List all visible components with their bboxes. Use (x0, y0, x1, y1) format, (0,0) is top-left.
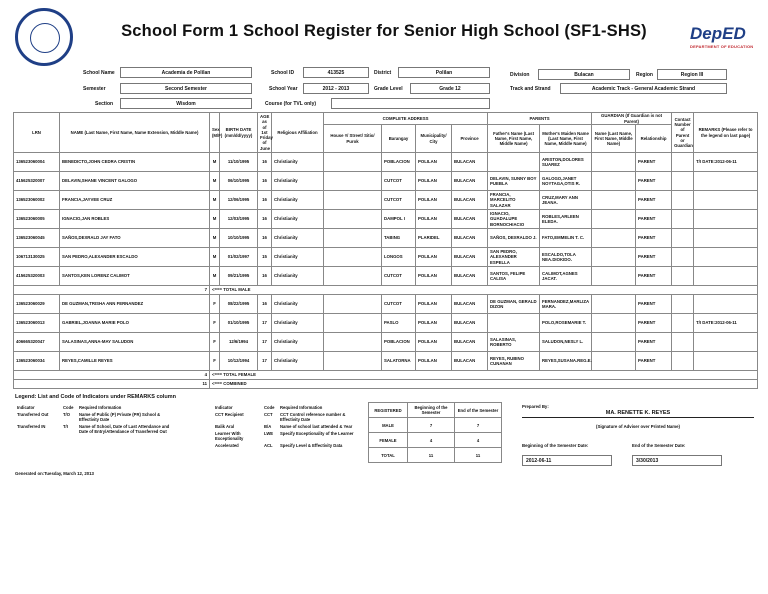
legend-indicator: Transferred Out (17, 412, 49, 417)
semester-field: Second Semester (120, 83, 252, 94)
cell-rel: PARENT (636, 191, 672, 210)
cell-father: REYES, RUBINO CUNANAN (488, 352, 540, 371)
cell-rel: PARENT (636, 172, 672, 191)
cell-name: REYES,CAMILLE REYES (60, 352, 210, 371)
stats-begin-value: 4 (408, 433, 455, 448)
cell-name: DELAVIN,SHANE VINCENT GALOGO (60, 172, 210, 191)
cell-remarks (694, 229, 758, 248)
legend-code: B/A (264, 424, 272, 429)
cell-prov: BULACAN (452, 172, 488, 191)
register-table (13, 112, 758, 389)
cell-remarks (694, 210, 758, 229)
region-label: Region (636, 72, 653, 78)
col-guardian: GUARDIAN (If Guardian is not Parent) (592, 113, 672, 125)
cell-house (324, 314, 382, 333)
student-row (14, 172, 758, 191)
cell-muni: POLILAN (416, 210, 452, 229)
cell-mother: ESCALDO,TOLA NEA.DIOKIDO. (540, 248, 592, 267)
student-row (14, 153, 758, 172)
cell-mother: CALIMOT,AGNES JACAT. (540, 267, 592, 286)
cell-lrn: 136523060005 (14, 210, 60, 229)
cell-father: SAÑOS, DEXRALDO J. (488, 229, 540, 248)
cell-sex: F (210, 333, 220, 352)
legend-head-code: Code (264, 405, 275, 410)
cell-barangay: TABING (382, 229, 416, 248)
semester-begin-label: Beginning of the Semester Date: (522, 443, 589, 448)
division-field: Bulacan (538, 69, 630, 80)
col-mother: Mother's Maiden Name (Last Name, First Name, Middle Name) (540, 125, 592, 153)
school-year-field: 2012 - 2013 (303, 83, 369, 94)
cell-birth: 10/10/1995 (220, 229, 258, 248)
cell-father: DELAVIN, SUNNY BOY PUEBLA (488, 172, 540, 191)
legend-head-required: Required Information (79, 405, 122, 410)
total-row (14, 371, 758, 380)
cell-birth: 01/02/1997 (220, 248, 258, 267)
cell-father: IGNACIO, GUADALUPE BORNOCHIACIO (488, 210, 540, 229)
school-name-field: Academia de Polilan (120, 67, 252, 78)
cell-sex: F (210, 352, 220, 371)
cell-birth: 01/10/1995 (220, 314, 258, 333)
cell-barangay: LONGOS (382, 248, 416, 267)
cell-birth: 09/21/1995 (220, 267, 258, 286)
cell-rel: PARENT (636, 153, 672, 172)
cell-lrn: 415625320007 (14, 172, 60, 191)
cell-remarks (694, 267, 758, 286)
cell-contact (672, 172, 694, 191)
cell-barangay: POBLACION (382, 333, 416, 352)
cell-guardian (592, 153, 636, 172)
cell-house (324, 248, 382, 267)
cell-mother: ARISTON,DOLORES SUAREZ (540, 153, 592, 172)
total-count: 7 (14, 286, 210, 295)
cell-barangay: CUTCOT (382, 295, 416, 314)
cell-barangay: CUTCOT (382, 267, 416, 286)
cell-sex: F (210, 314, 220, 333)
col-religion: Religious Affiliation (272, 113, 324, 153)
cell-guardian (592, 210, 636, 229)
cell-remarks (694, 295, 758, 314)
prepared-by-label: Prepared By: (522, 404, 549, 409)
legend-head-required: Required Information (280, 405, 323, 410)
cell-guardian (592, 267, 636, 286)
legend-head-code: Code (63, 405, 74, 410)
cell-lrn: 106713130025 (14, 248, 60, 267)
course-label: Course (for TVL only) (265, 101, 317, 107)
col-sex: Sex (M/F) (210, 113, 220, 153)
cell-mother: REYES,SUSANA.REG.E. (540, 352, 592, 371)
cell-age: 16 (258, 153, 272, 172)
cell-contact (672, 248, 694, 267)
cell-mother: SALUDON,NESLY L. (540, 333, 592, 352)
cell-guardian (592, 191, 636, 210)
cell-age: 16 (258, 267, 272, 286)
student-row (14, 267, 758, 286)
cell-religion: Christianity (272, 267, 324, 286)
legend-head-indicator: Indicator (17, 405, 35, 410)
cell-mother: GALOGO,JANET NOYTAGA,OTIS R. (540, 172, 592, 191)
track-field: Academic Track - General Academic Strand (560, 83, 727, 94)
cell-remarks (694, 333, 758, 352)
total-count: 11 (14, 380, 210, 389)
cell-lrn: 415625320003 (14, 267, 60, 286)
total-label: <=== COMBINED (210, 380, 758, 389)
cell-muni: PLARIDEL (416, 229, 452, 248)
col-barangay: Barangay (382, 125, 416, 153)
cell-contact (672, 191, 694, 210)
student-row (14, 229, 758, 248)
cell-lrn: 136523060013 (14, 314, 60, 333)
stats-end-value: 11 (455, 448, 502, 463)
cell-house (324, 191, 382, 210)
cell-rel: PARENT (636, 352, 672, 371)
generated-on: Generated on:Tuesday, March 12, 2013 (15, 471, 94, 476)
cell-barangay: SALATORNA (382, 352, 416, 371)
cell-age: 17 (258, 333, 272, 352)
total-row (14, 380, 758, 389)
cell-birth: 11/10/1995 (220, 153, 258, 172)
cell-father (488, 314, 540, 333)
cell-rel: PARENT (636, 267, 672, 286)
cell-mother: CRUZ,MARY ANN JEANA. (540, 191, 592, 210)
cell-muni: POLILAN (416, 267, 452, 286)
cell-remarks (694, 191, 758, 210)
adviser-signature-label: (Signature of Adviser over Printed Name) (596, 424, 680, 429)
cell-prov: BULACAN (452, 267, 488, 286)
cell-mother: FERNANDEZ,MARLIZA MARA. (540, 295, 592, 314)
cell-contact (672, 352, 694, 371)
cell-muni: POLILAN (416, 248, 452, 267)
col-name: NAME (Last Name, First Name, Name Extension, Middle Name) (60, 113, 210, 153)
deped-logo-subtitle: DEPARTMENT OF EDUCATION (690, 44, 754, 49)
col-age: AGE as of 1st Friday of June (258, 113, 272, 153)
col-father: Father's Name (Last Name, First Name, Middle Name) (488, 125, 540, 153)
cell-muni: POLILAN (416, 352, 452, 371)
cell-remarks: T/I DATE:2012-06-11 (694, 153, 758, 172)
col-parents: PARENTS (488, 113, 592, 125)
student-row (14, 191, 758, 210)
stats-row-label: FEMALE (369, 433, 408, 448)
cell-birth: 06/10/1995 (220, 172, 258, 191)
cell-father: DE GUZMAN, GERALD DIZON (488, 295, 540, 314)
cell-age: 16 (258, 191, 272, 210)
district-field: Polilan (398, 67, 490, 78)
cell-guardian (592, 295, 636, 314)
cell-age: 15 (258, 248, 272, 267)
cell-contact (672, 314, 694, 333)
cell-remarks (694, 172, 758, 191)
cell-contact (672, 267, 694, 286)
col-province: Province (452, 125, 488, 153)
stats-end-value: 4 (455, 433, 502, 448)
cell-house (324, 333, 382, 352)
cell-sex: M (210, 172, 220, 191)
cell-father: FRANCIA, MARCELITO SALAZAR (488, 191, 540, 210)
total-row (14, 286, 758, 295)
cell-guardian (592, 352, 636, 371)
cell-muni: POLILAN (416, 153, 452, 172)
cell-birth: 12/06/1995 (220, 191, 258, 210)
cell-guardian (592, 333, 636, 352)
grade-level-field: Grade 12 (410, 83, 490, 94)
legend-right-table (213, 404, 362, 449)
cell-birth: 08/22/1995 (220, 295, 258, 314)
cell-religion: Christianity (272, 191, 324, 210)
total-count: 4 (14, 371, 210, 380)
student-row (14, 333, 758, 352)
col-house: House #/ Street/ Sitio/ Purok (324, 125, 382, 153)
cell-muni: POLILAN (416, 333, 452, 352)
cell-name: SANTOS,KEN LORENZ CALIMOT (60, 267, 210, 286)
cell-mother: FATO,EMMELIN T. C. (540, 229, 592, 248)
division-label: Division (510, 72, 530, 78)
cell-rel: PARENT (636, 210, 672, 229)
legend-info: Name of school last attended & Year (280, 424, 353, 429)
cell-father: SALASINAS, ROBERTO (488, 333, 540, 352)
cell-barangay: DAMPOL I (382, 210, 416, 229)
col-municipality: Municipality/ City (416, 125, 452, 153)
page-title: School Form 1 School Register for Senior High School (SF1-SHS) (121, 22, 647, 40)
cell-rel: PARENT (636, 229, 672, 248)
cell-lrn: 136523060004 (14, 153, 60, 172)
cell-sex: F (210, 295, 220, 314)
cell-remarks (694, 248, 758, 267)
semester-label: Semester (83, 86, 106, 92)
school-id-field: 413525 (303, 67, 369, 78)
cell-house (324, 267, 382, 286)
cell-age: 16 (258, 295, 272, 314)
stats-row-label: MALE (369, 418, 408, 433)
cell-contact (672, 153, 694, 172)
legend-code: T/I (63, 424, 68, 429)
cell-prov: BULACAN (452, 352, 488, 371)
cell-sex: M (210, 210, 220, 229)
cell-religion: Christianity (272, 295, 324, 314)
col-guardian-name: Name (Last Name, First Name, Middle Name) (592, 125, 636, 153)
cell-lrn: 136523060002 (14, 191, 60, 210)
legend-indicator: CCT Recipient (215, 412, 244, 417)
cell-religion: Christianity (272, 333, 324, 352)
enrolment-summary-table (368, 402, 502, 463)
total-label: <=== TOTAL MALE (210, 286, 758, 295)
legend-info: CCT Control reference number & Effectivity Date (280, 412, 346, 422)
col-remarks: REMARKS (Please refer to the legend on last page) (694, 113, 758, 153)
cell-muni: POLILAN (416, 314, 452, 333)
stats-end-value: 7 (455, 418, 502, 433)
district-label: District (374, 70, 392, 76)
school-name-label: School Name (83, 70, 115, 76)
school-year-label: School Year (269, 86, 298, 92)
cell-remarks: T/I DATE:2012-06-11 (694, 314, 758, 333)
cell-house (324, 229, 382, 248)
cell-guardian (592, 314, 636, 333)
cell-sex: M (210, 153, 220, 172)
cell-sex: M (210, 229, 220, 248)
student-row (14, 295, 758, 314)
total-label: <=== TOTAL FEMALE (210, 371, 758, 380)
cell-guardian (592, 229, 636, 248)
legend-code: T/O (63, 412, 70, 417)
cell-prov: BULACAN (452, 153, 488, 172)
cell-lrn: 136523060045 (14, 229, 60, 248)
student-row (14, 352, 758, 371)
legend-code: LWE (264, 431, 274, 436)
stats-head-registered: REGISTERED (369, 403, 408, 418)
deped-logo: DepED (690, 24, 746, 43)
cell-name: DE GUZMAN,TRISHA ANN FERNANDEZ (60, 295, 210, 314)
cell-birth: 12/6/1994 (220, 333, 258, 352)
cell-name: IGNACIO,JAN ROBLES (60, 210, 210, 229)
cell-religion: Christianity (272, 210, 324, 229)
col-relationship: Relationship (636, 125, 672, 153)
cell-religion: Christianity (272, 248, 324, 267)
stats-row-label: TOTAL (369, 448, 408, 463)
cell-muni: POLILAN (416, 191, 452, 210)
cell-name: SAN PEDRO,ALEXANDER ESCALDO (60, 248, 210, 267)
cell-prov: BULACAN (452, 229, 488, 248)
cell-name: FRANCIA,JAYVEE CRUZ (60, 191, 210, 210)
cell-birth: 12/03/1995 (220, 210, 258, 229)
cell-rel: PARENT (636, 248, 672, 267)
cell-guardian (592, 172, 636, 191)
legend-info: Specify Exceptionality of the Learner (280, 431, 354, 436)
cell-contact (672, 295, 694, 314)
legend-head-indicator: Indicator (215, 405, 233, 410)
legend-indicator: Accelerated (215, 443, 239, 448)
legend-indicator: Balik Aral (215, 424, 235, 429)
cell-religion: Christianity (272, 314, 324, 333)
legend-title: Legend: List and Code of Indicators under REMARKS column (15, 394, 177, 400)
stats-head-end: End of the Semester (455, 403, 502, 418)
cell-rel: PARENT (636, 314, 672, 333)
cell-age: 16 (258, 210, 272, 229)
cell-sex: M (210, 191, 220, 210)
cell-birth: 10/12/1994 (220, 352, 258, 371)
section-label: Section (95, 101, 114, 107)
track-label: Track and Strand (510, 86, 551, 92)
legend-code: ACL (264, 443, 273, 448)
cell-lrn: 136523060034 (14, 352, 60, 371)
cell-age: 17 (258, 314, 272, 333)
cell-barangay: CUTCOT (382, 172, 416, 191)
cell-father: SAN PEDRO, ALEXANDER ESPELLA (488, 248, 540, 267)
cell-prov: BULACAN (452, 248, 488, 267)
cell-prov: BULACAN (452, 210, 488, 229)
region-field: Region III (657, 69, 727, 80)
legend-indicator: Learner With Exceptionality (215, 431, 244, 441)
cell-age: 17 (258, 352, 272, 371)
cell-barangay: POBLACION (382, 153, 416, 172)
cell-muni: POLILAN (416, 172, 452, 191)
legend-code: CCT (264, 412, 273, 417)
col-birth-date: BIRTH DATE (mm/dd/yyyy) (220, 113, 258, 153)
cell-contact (672, 333, 694, 352)
cell-mother: POLO,ROSEMARIE T. (540, 314, 592, 333)
cell-father: SANTOS, FELIPE CALISA (488, 267, 540, 286)
cell-barangay: PASLO (382, 314, 416, 333)
cell-house (324, 172, 382, 191)
col-contact: Contact Number of Parent or Guardian (672, 113, 694, 153)
cell-house (324, 352, 382, 371)
adviser-name: MA. RENETTE K. REYES (522, 410, 754, 418)
cell-name: SAÑOS,DEXRALD JAY FATO (60, 229, 210, 248)
legend-info: Name of Public (P) Private (PR) School & Effectivity Date (79, 412, 161, 422)
cell-sex: M (210, 267, 220, 286)
col-lrn: LRN (14, 113, 60, 153)
cell-prov: BULACAN (452, 333, 488, 352)
cell-religion: Christianity (272, 172, 324, 191)
cell-contact (672, 229, 694, 248)
semester-end-date: 3/30/2013 (632, 455, 722, 466)
cell-name: SALASINAS,ANNA-MAY SALUDON (60, 333, 210, 352)
cell-rel: PARENT (636, 295, 672, 314)
course-field (331, 98, 490, 109)
cell-lrn: 136523060029 (14, 295, 60, 314)
cell-prov: BULACAN (452, 295, 488, 314)
legend-left-table (15, 404, 181, 435)
cell-name: GABRIEL,JOANNA MARIE POLO (60, 314, 210, 333)
cell-lrn: 406665320047 (14, 333, 60, 352)
cell-muni: POLILAN (416, 295, 452, 314)
student-row (14, 248, 758, 267)
semester-begin-date: 2012-06-11 (522, 455, 612, 466)
cell-house (324, 210, 382, 229)
cell-prov: BULACAN (452, 191, 488, 210)
cell-house (324, 153, 382, 172)
cell-religion: Christianity (272, 153, 324, 172)
legend-info: Specify Level & Effectivity Data (280, 443, 343, 448)
cell-religion: Christianity (272, 352, 324, 371)
stats-begin-value: 7 (408, 418, 455, 433)
cell-age: 16 (258, 229, 272, 248)
cell-remarks (694, 352, 758, 371)
legend-indicator: Transferred IN (17, 424, 46, 429)
student-row (14, 210, 758, 229)
cell-sex: M (210, 248, 220, 267)
legend-info: Name of School, Date of Last Attendance and Date of Entry/Attendance of Transferred Out (79, 424, 170, 434)
cell-barangay: CUTCOT (382, 191, 416, 210)
school-id-label: School ID (271, 70, 295, 76)
col-complete-address: COMPLETE ADDRESS (324, 113, 488, 125)
cell-name: BENEDICTO,JOHN CEDRA CRISTIN (60, 153, 210, 172)
stats-head-begin: Beginning of the Semester (408, 403, 455, 418)
semester-end-label: End of the Semester Date: (632, 443, 686, 448)
cell-contact (672, 210, 694, 229)
cell-guardian (592, 248, 636, 267)
cell-mother: ROBLES,ARLEEN ELEDA. (540, 210, 592, 229)
cell-prov: BULACAN (452, 314, 488, 333)
grade-level-label: Grade Level (374, 86, 403, 92)
section-field: Wisdom (120, 98, 252, 109)
cell-age: 16 (258, 172, 272, 191)
cell-rel: PARENT (636, 333, 672, 352)
cell-religion: Christianity (272, 229, 324, 248)
cell-house (324, 295, 382, 314)
student-row (14, 314, 758, 333)
stats-begin-value: 11 (408, 448, 455, 463)
cell-father (488, 153, 540, 172)
